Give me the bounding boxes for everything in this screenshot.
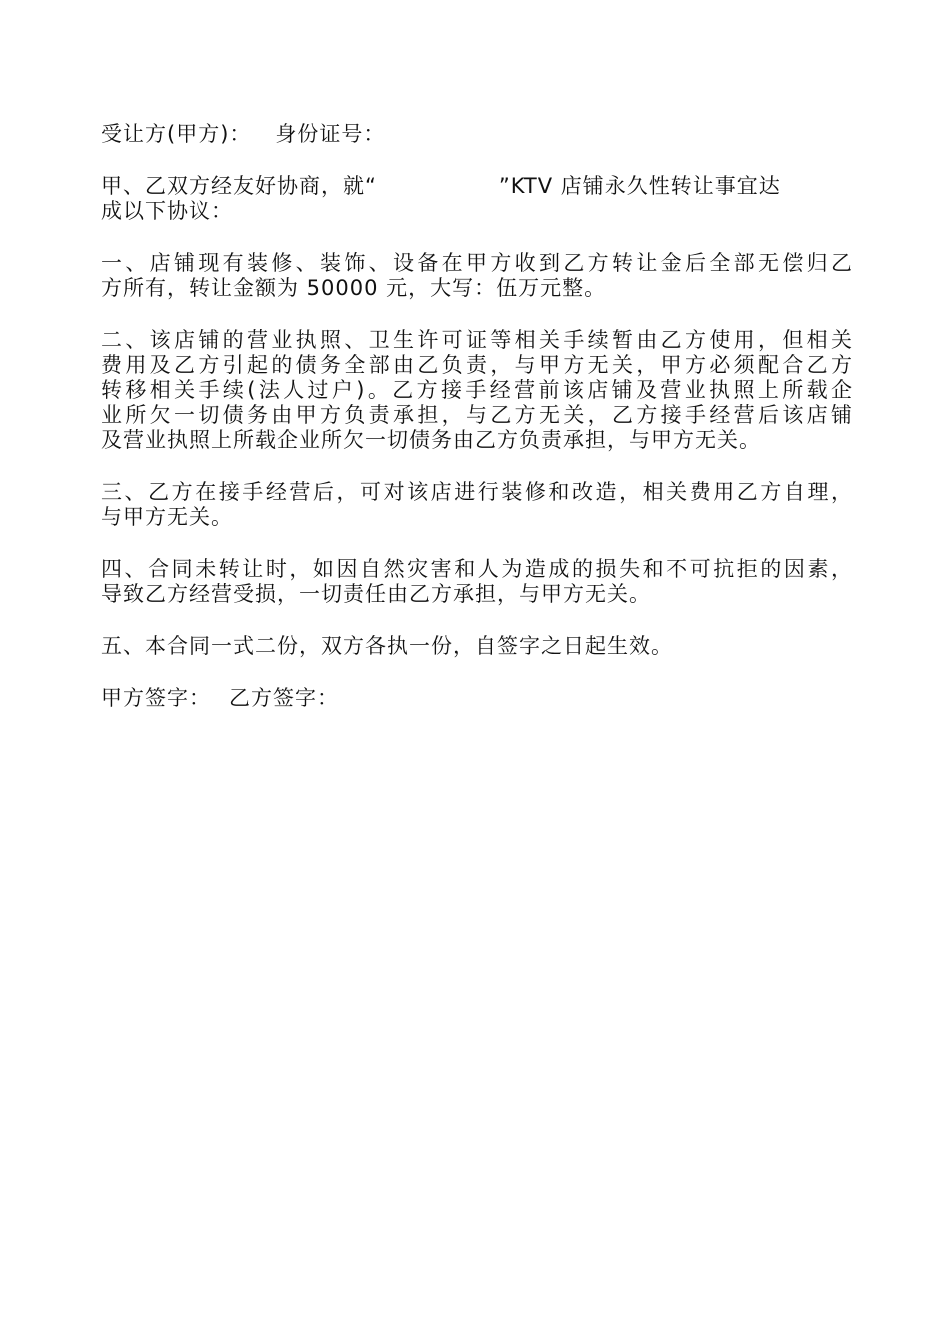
party-line bbox=[101, 122, 853, 147]
clause-line: 五、本合同一式二份，双方各执一份，自签字之日起生效。 bbox=[101, 634, 673, 658]
clause-line: 业所欠一切债务由甲方负责承担，与乙方无关，乙方接手经营后该店铺 bbox=[101, 403, 853, 427]
transferee-label: 受让方(甲方)： bbox=[101, 122, 252, 146]
clause-line: 及营业执照上所载企业所欠一切债务由乙方负责承担，与甲方无关。 bbox=[101, 428, 761, 452]
clause-1 bbox=[101, 251, 853, 301]
id-number-label: 身份证号： bbox=[275, 122, 386, 146]
clause-line: 方所有，转让金额为 50000 元，大写：伍万元整。 bbox=[101, 276, 607, 300]
clause-4 bbox=[101, 557, 853, 607]
party-a-signature-label: 甲方签字： bbox=[101, 686, 211, 710]
signature-line bbox=[101, 686, 853, 711]
clause-line: 费用及乙方引起的债务全部由乙负责，与甲方无关，甲方必须配合乙方 bbox=[101, 353, 853, 377]
party-b-signature-label: 乙方签字： bbox=[229, 686, 339, 710]
clause-line: 三、乙方在接手经营后，可对该店进行装修和改造，相关费用乙方自理， bbox=[101, 480, 853, 504]
clause-line: 与甲方无关。 bbox=[101, 505, 233, 529]
intro-text-end: ”KTV 店铺永久性转让事宜达 bbox=[498, 174, 781, 198]
clause-line: 导致乙方经营受损，一切责任由乙方承担，与甲方无关。 bbox=[101, 582, 651, 606]
clause-line: 二、该店铺的营业执照、卫生许可证等相关手续暂由乙方使用，但相关 bbox=[101, 328, 853, 352]
clause-line: 一、店铺现有装修、装饰、设备在甲方收到乙方转让金后全部无偿归乙 bbox=[101, 251, 853, 275]
intro-paragraph bbox=[101, 174, 853, 224]
clause-3 bbox=[101, 480, 853, 530]
clause-line: 转移相关手续(法人过户)。乙方接手经营前该店铺及营业执照上所载企 bbox=[101, 378, 853, 402]
agreement-body bbox=[101, 122, 853, 738]
intro-text-start: 甲、乙双方经友好协商，就“ bbox=[101, 174, 377, 198]
clause-2 bbox=[101, 328, 853, 453]
intro-text-continued: 成以下协议： bbox=[101, 199, 233, 223]
clause-5 bbox=[101, 634, 853, 659]
clause-line: 四、合同未转让时，如因自然灾害和人为造成的损失和不可抗拒的因素， bbox=[101, 557, 853, 581]
